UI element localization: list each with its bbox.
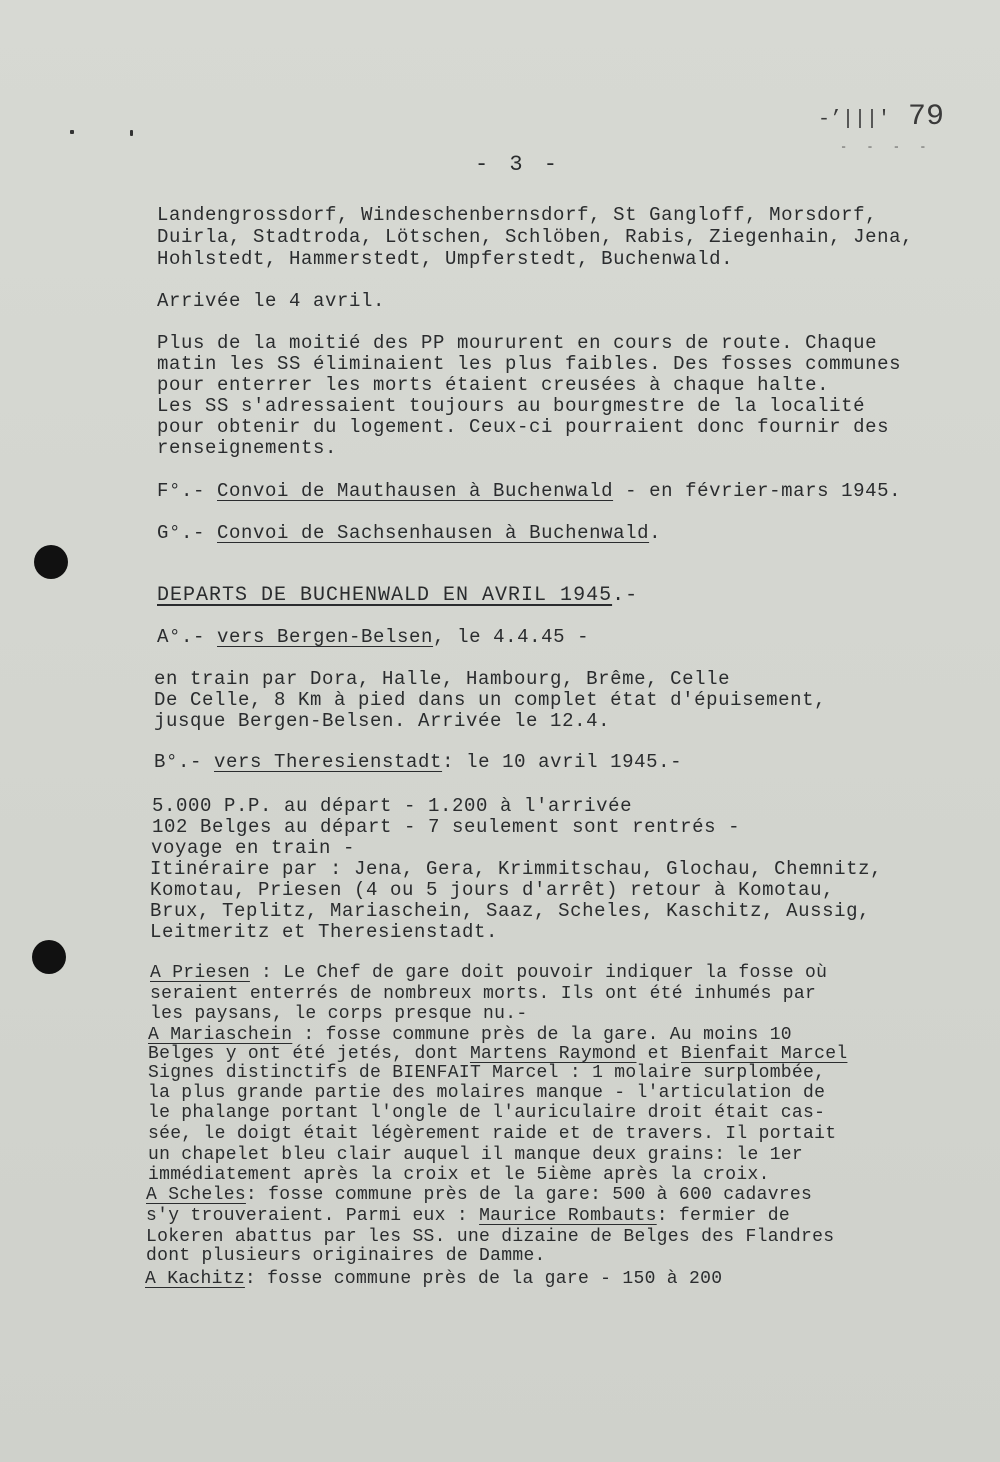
text-line: immédiatement après la croix et le 5ième après la croix.	[148, 1165, 770, 1185]
text-line: Signes distinctifs de BIENFAIT Marcel : 1 molaire surplombée,	[148, 1063, 826, 1083]
text-line: 102 Belges au départ - 7 seulement sont rentrés -	[152, 816, 741, 838]
text-segment: : fosse commune près de la gare: 500 à 600 cadavres	[245, 1185, 813, 1205]
text-line: Lokeren abattus par les SS. une dizaine de Belges des Flandres	[146, 1227, 835, 1247]
text-line: dont plusieurs originaires de Damme.	[146, 1246, 546, 1266]
section-suffix: : le 10 avril 1945.-	[442, 751, 683, 773]
stamp-mark: -’|||'	[818, 108, 891, 131]
section-b	[154, 753, 682, 772]
kachitz-line	[145, 1270, 722, 1288]
section-suffix: , le 4.4.45 -	[433, 626, 590, 648]
place-name: A Kachitz	[145, 1269, 245, 1289]
section-title: vers Theresienstadt	[214, 751, 443, 773]
text-line: sée, le doigt était légèrement raide et de travers. Il portait	[148, 1124, 837, 1144]
section-f	[157, 482, 901, 501]
person-name: Martens Raymond	[469, 1044, 637, 1064]
text-line: pour obtenir du logement. Ceux-ci pourraient donc fournir des	[157, 416, 890, 438]
scheles-line	[146, 1186, 812, 1204]
priesen-line	[150, 964, 827, 982]
text-line: Leitmeritz et Theresienstadt.	[150, 921, 499, 943]
text-segment: : fermier de	[656, 1206, 790, 1226]
archive-stamp	[818, 100, 944, 134]
section-title: Convoi de Mauthausen à Buchenwald	[217, 480, 614, 502]
text-line: Itinéraire par : Jena, Gera, Krimmitschau, Glochau, Chemnitz,	[150, 858, 883, 880]
person-name: Maurice Rombauts	[479, 1206, 657, 1226]
section-title: vers Bergen-Belsen	[217, 626, 434, 648]
text-line: en train par Dora, Halle, Hambourg, Brême, Celle	[154, 668, 731, 690]
text-line: un chapelet bleu clair auquel il manque deux grains: le 1er	[148, 1145, 804, 1165]
person-name: Bienfait Marcel	[680, 1044, 848, 1064]
heading-suffix: .-	[612, 584, 639, 607]
section-g	[157, 524, 661, 543]
text-segment: : Le Chef de gare doit pouvoir indiquer la fosse où	[249, 963, 828, 983]
text-line: matin les SS éliminaient les plus faibles. Des fosses communes	[157, 353, 902, 375]
text-segment: : fosse commune près de la gare. Au moins 10	[292, 1025, 792, 1045]
text-line: la plus grande partie des molaires manque - l'articulation de	[148, 1083, 826, 1103]
text-line: Landengrossdorf, Windeschenbernsdorf, St Gangloff, Morsdorf,	[157, 204, 878, 226]
stamp-dashes: - - - -	[840, 140, 933, 154]
punch-hole	[34, 545, 68, 579]
text-line: Komotau, Priesen (4 ou 5 jours d'arrêt) retour à Komotau,	[150, 879, 835, 901]
section-prefix: A°.-	[157, 626, 218, 648]
section-a	[157, 628, 589, 647]
section-prefix: B°.-	[154, 751, 215, 773]
text-line: Plus de la moitié des PP moururent en cours de route. Chaque	[157, 332, 878, 354]
text-line: Hohlstedt, Hammerstedt, Umpferstedt, Buchenwald.	[157, 248, 734, 270]
section-suffix: - en février-mars 1945.	[613, 480, 902, 502]
heading-title: DEPARTS DE BUCHENWALD EN AVRIL 1945	[157, 584, 613, 607]
text-line: Brux, Teplitz, Mariaschein, Saaz, Scheles, Kaschitz, Aussig,	[150, 900, 871, 922]
text-line: le phalange portant l'ongle de l'auriculaire droit était cas-	[148, 1103, 826, 1123]
text-segment: et	[636, 1044, 681, 1064]
place-name: A Priesen	[150, 963, 250, 983]
text-line: De Celle, 8 Km à pied dans un complet état d'épuisement,	[154, 689, 827, 711]
section-title: Convoi de Sachsenhausen à Buchenwald	[217, 522, 650, 544]
text-line: seraient enterrés de nombreux morts. Ils ont été inhumés par	[150, 984, 817, 1004]
page-number: - 3 -	[475, 152, 562, 177]
text-segment: s'y trouveraient. Parmi eux :	[146, 1206, 480, 1226]
text-line: les paysans, le corps presque nu.-	[150, 1004, 528, 1024]
scheles-name-line	[146, 1207, 790, 1225]
text-line: 5.000 P.P. au départ - 1.200 à l'arrivée	[152, 795, 633, 817]
text-line: renseignements.	[157, 437, 338, 459]
mariaschein-names-line	[148, 1045, 847, 1063]
stamp-number: 79	[908, 100, 945, 134]
text-line: pour enterrer les morts étaient creusées à chaque halte.	[157, 374, 830, 396]
mariaschein-line	[148, 1026, 792, 1044]
section-prefix: F°.-	[157, 480, 218, 502]
punch-hole	[32, 940, 66, 974]
place-name: A Scheles	[146, 1185, 246, 1205]
speck	[70, 130, 74, 134]
text-line: Duirla, Stadtroda, Lötschen, Schlöben, Rabis, Ziegenhain, Jena,	[157, 226, 914, 248]
text-line: voyage en train -	[151, 837, 356, 859]
section-suffix: .	[649, 522, 662, 544]
text-segment: Belges y ont été jetés, dont	[148, 1044, 470, 1064]
section-heading	[157, 586, 638, 606]
place-name: A Mariaschein	[148, 1025, 293, 1045]
speck	[130, 130, 133, 136]
section-prefix: G°.-	[157, 522, 218, 544]
text-segment: : fosse commune près de la gare - 150 à 200	[244, 1269, 723, 1289]
text-line: jusque Bergen-Belsen. Arrivée le 12.4.	[154, 710, 611, 732]
text-line: Arrivée le 4 avril.	[157, 290, 386, 312]
text-line: Les SS s'adressaient toujours au bourgmestre de la localité	[157, 395, 866, 417]
